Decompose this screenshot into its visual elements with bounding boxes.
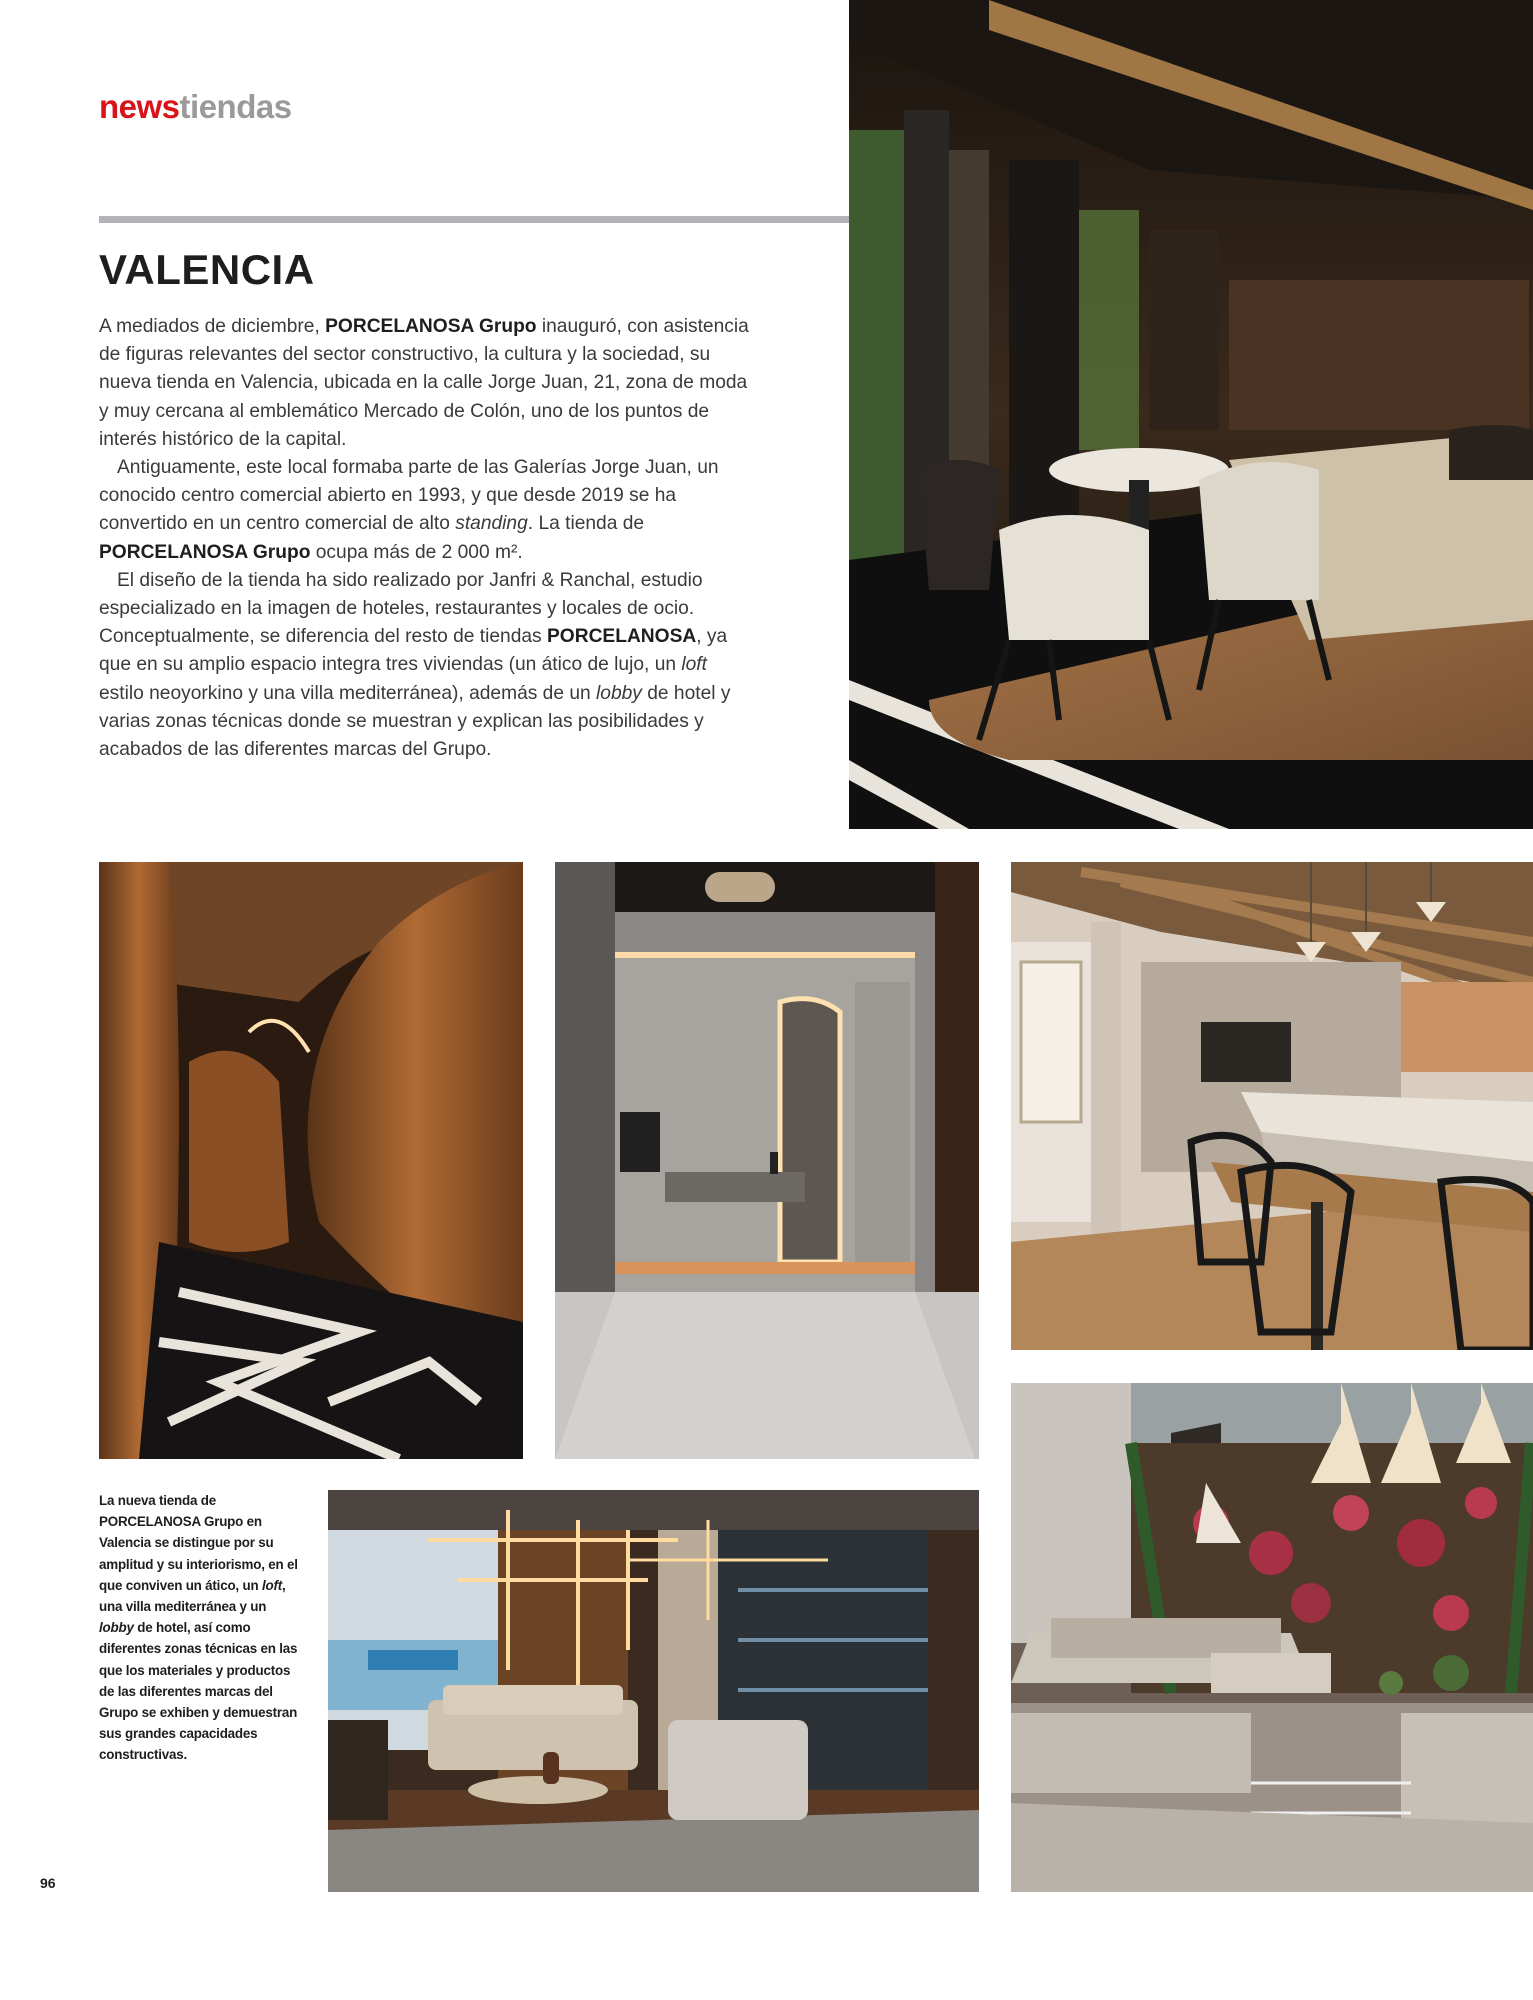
bold-run: PORCELANOSA Grupo bbox=[325, 316, 537, 337]
italic-run: lobby bbox=[596, 682, 642, 704]
italic-run: loft bbox=[681, 654, 707, 676]
text-run: inauguró, con asistencia de figuras relevantes del sector constructivo, la cultura y la sociedad, su nueva tienda en Valencia, ubicada en la calle Jorge Juan, 21, zona de moda y muy cercana al emblemático Mercado de Colón, uno de los puntos de interés histórico de la capital. bbox=[99, 316, 749, 450]
headline-rule bbox=[99, 216, 849, 223]
text-run: Antiguamente, este local formaba parte de las Galerías Jorge Juan, un conocido centro comercial abierto en 1993, y que desde 2019 se ha convertido en un centro comercial de alto bbox=[99, 457, 719, 535]
text-run: A mediados de diciembre, bbox=[99, 316, 326, 337]
bold-run: PORCELANOSA Grupo bbox=[99, 541, 311, 563]
text-run: , una villa mediterránea y un bbox=[99, 1577, 286, 1615]
text-run: La nueva tienda de PORCELANOSA Grupo en Valencia se distingue por su amplitud y su interiorismo, en el que conviven un ático, un bbox=[99, 1493, 298, 1593]
photo-caption bbox=[99, 1490, 299, 1766]
italic-run: lobby bbox=[99, 1620, 134, 1636]
photo-hotel-lobby bbox=[328, 1490, 979, 1892]
article-body bbox=[99, 313, 749, 764]
page-number: 96 bbox=[40, 1875, 56, 1891]
text-run: ocupa más de 2 000 m². bbox=[310, 541, 523, 563]
photo-bathroom-mirror bbox=[555, 862, 979, 1459]
section-label-prefix: news bbox=[99, 88, 180, 125]
text-run: , ya que en su amplio espacio integra tres viviendas (un ático de lujo, un bbox=[99, 626, 728, 676]
photo-wooden-corridor bbox=[99, 862, 523, 1459]
text-run: . La tienda de bbox=[527, 513, 645, 535]
paragraph-1 bbox=[99, 313, 749, 454]
text-run: El diseño de la tienda ha sido realizado por Janfri & Ranchal, estudio especializado en la imagen de hoteles, restaurantes y locales de ocio. Conceptualmente, se diferencia del resto de tiendas bbox=[99, 569, 703, 648]
text-run: estilo neoyorkino y una villa mediterránea), además de un bbox=[99, 682, 597, 704]
italic-run: loft bbox=[261, 1577, 282, 1593]
photo-restaurant-lobby bbox=[849, 0, 1533, 829]
photo-loft-kitchen bbox=[1011, 862, 1533, 1350]
paragraph-2 bbox=[99, 454, 749, 567]
bold-run: PORCELANOSA bbox=[546, 626, 697, 648]
italic-run: standing bbox=[455, 513, 528, 535]
text-run: de hotel y varias zonas técnicas donde se muestran y explican las posibilidades y acabados de las diferentes marcas del Grupo. bbox=[99, 682, 731, 761]
headline: VALENCIA bbox=[99, 246, 315, 293]
section-label bbox=[99, 88, 292, 126]
paragraph-3 bbox=[99, 567, 749, 764]
section-label-suffix: tiendas bbox=[179, 88, 292, 125]
photo-villa-terrace bbox=[1011, 1383, 1533, 1892]
text-run: de hotel, así como diferentes zonas técnicas en las que los materiales y productos de las diferentes marcas del Grupo se exhiben y demuestran sus grandes capacidades constructivas. bbox=[99, 1620, 298, 1763]
